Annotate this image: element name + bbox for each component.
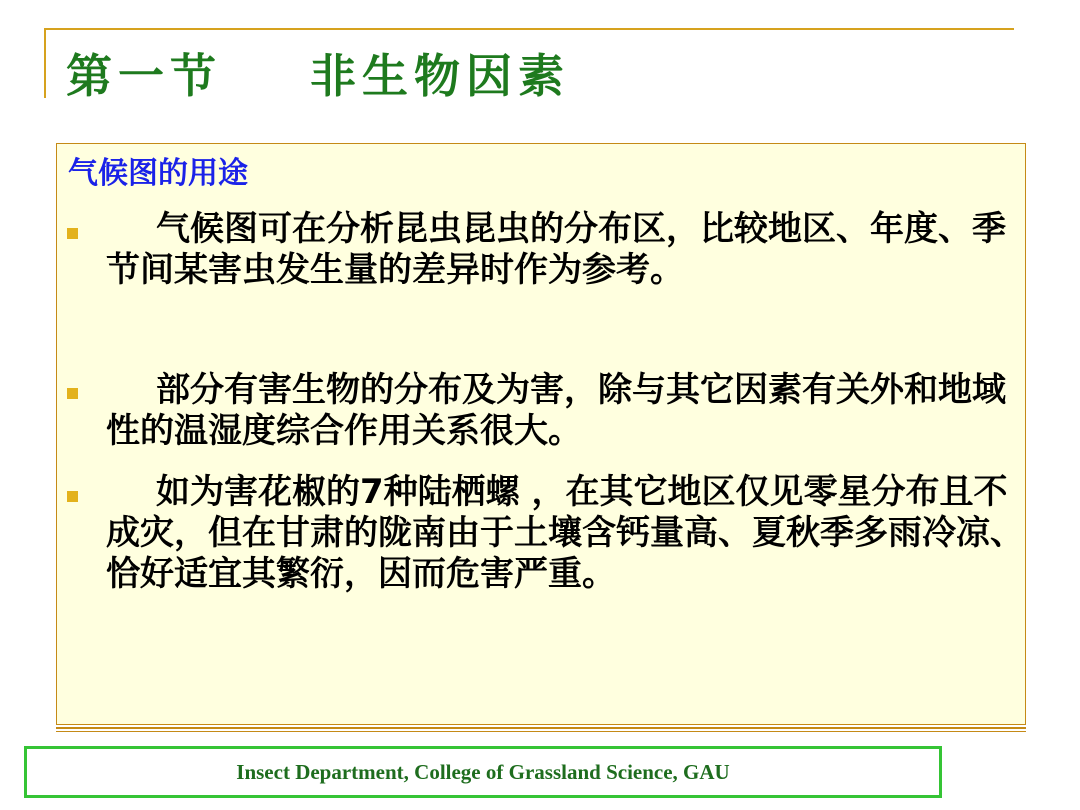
content-underline-thin [56, 731, 1026, 732]
bullet-text-1: 气候图可在分析昆虫昆虫的分布区，比较地区、年度、季节间某害虫发生量的差异时作为参考。 [106, 209, 1006, 290]
bullet-marker-icon [67, 491, 78, 502]
slide-title: 第一节 非生物因素 [66, 49, 571, 103]
footer-box [24, 746, 942, 798]
section-heading: 气候图的用途 [68, 156, 248, 191]
bullet-marker-icon [67, 228, 78, 239]
footer-text: Insect Department, College of Grassland Science, GAU [236, 759, 730, 784]
bullet-text-3: 如为害花椒的7种陆栖螺 ，在其它地区仅见零星分布且不成灾，但在甘肃的陇南由于土壤含钙量高、夏秋季多雨冷凉、恰好适宜其繁衍，因而危害严重。 [106, 472, 1024, 594]
bullet-text-2: 部分有害生物的分布及为害，除与其它因素有关外和地域性的温湿度综合作用关系很大。 [106, 370, 1006, 451]
bullet-marker-icon [67, 388, 78, 399]
content-underline [56, 727, 1026, 729]
title-top-rule [44, 28, 1014, 30]
title-left-rule [44, 28, 46, 98]
